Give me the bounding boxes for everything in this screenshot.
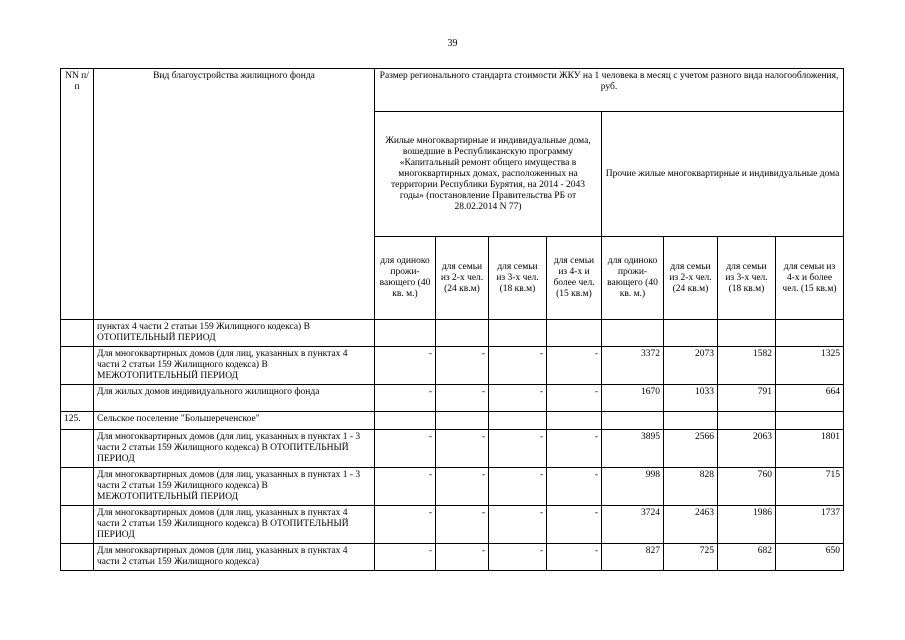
- row-description: пунктах 4 части 2 статьи 159 Жилищного кодекса) В ОТОПИТЕЛЬНЫЙ ПЕРИОД: [94, 320, 375, 347]
- row-value: [489, 412, 547, 430]
- row-value: -: [375, 468, 436, 506]
- row-value: [602, 320, 664, 347]
- row-value: -: [375, 544, 436, 571]
- row-value: [776, 320, 844, 347]
- row-number: [61, 544, 94, 571]
- row-value: -: [547, 506, 602, 544]
- header-nn: NN п/п: [61, 69, 94, 320]
- table-row: [61, 430, 844, 468]
- header-type: Вид благоустройства жилищного фонда: [94, 69, 375, 320]
- row-value: -: [436, 544, 489, 571]
- row-value: [602, 412, 664, 430]
- row-description: Для многоквартирных домов (для лиц, указанных в пунктах 4 части 2 статьи 159 Жилищного кодекса) В ОТОПИТЕЛЬНЫЙ ПЕРИОД: [94, 506, 375, 544]
- row-value: [489, 320, 547, 347]
- row-value: -: [489, 506, 547, 544]
- table-row: [61, 468, 844, 506]
- row-value: 828: [664, 468, 718, 506]
- row-number: [61, 385, 94, 412]
- row-description: Для многоквартирных домов (для лиц, указанных в пунктах 4 части 2 статьи 159 Жилищного кодекса): [94, 544, 375, 571]
- row-value: 2566: [664, 430, 718, 468]
- row-value: 650: [776, 544, 844, 571]
- row-value: 2063: [718, 430, 776, 468]
- header-sub: для семьи из 4-х и более чел. (15 кв.м): [547, 237, 602, 320]
- row-value: -: [436, 430, 489, 468]
- row-value: 1325: [776, 347, 844, 385]
- row-value: 791: [718, 385, 776, 412]
- row-value: 760: [718, 468, 776, 506]
- row-value: [718, 412, 776, 430]
- row-number: [61, 506, 94, 544]
- row-value: 1801: [776, 430, 844, 468]
- table-row: [61, 544, 844, 571]
- row-value: -: [547, 430, 602, 468]
- row-value: [718, 320, 776, 347]
- row-value: -: [547, 544, 602, 571]
- header-sub: для одиноко прожи-вающего (40 кв. м.): [602, 237, 664, 320]
- row-value: -: [436, 506, 489, 544]
- table-body: [61, 320, 844, 571]
- table-row: [61, 347, 844, 385]
- header-sub: для семьи из 3-х чел. (18 кв.м): [489, 237, 547, 320]
- row-value: -: [375, 385, 436, 412]
- row-value: [375, 412, 436, 430]
- table-row: [61, 320, 844, 347]
- header-sub: для одиноко прожи-вающего (40 кв. м.): [375, 237, 436, 320]
- row-number: [61, 468, 94, 506]
- row-value: -: [375, 347, 436, 385]
- row-value: 682: [718, 544, 776, 571]
- row-value: -: [436, 347, 489, 385]
- row-description: Для жилых домов индивидуального жилищного фонда: [94, 385, 375, 412]
- row-number: [61, 320, 94, 347]
- row-value: [776, 412, 844, 430]
- row-description: Сельское поселение "Большереченское": [94, 412, 375, 430]
- row-value: 715: [776, 468, 844, 506]
- table-row: [61, 412, 844, 430]
- header-sub: для семьи из 4-х и более чел. (15 кв.м): [776, 237, 844, 320]
- row-value: [436, 320, 489, 347]
- row-value: 664: [776, 385, 844, 412]
- page-number: 39: [447, 38, 458, 49]
- row-value: -: [436, 385, 489, 412]
- row-value: [436, 412, 489, 430]
- header-sub: для семьи из 2-х чел. (24 кв.м): [436, 237, 489, 320]
- row-number: 125.: [61, 412, 94, 430]
- header-size: Размер регионального стандарта стоимости ЖКУ на 1 человека в месяц с учетом разного вида налогообложения, руб.: [375, 69, 844, 112]
- row-value: 1737: [776, 506, 844, 544]
- row-value: 1582: [718, 347, 776, 385]
- row-value: 3724: [602, 506, 664, 544]
- row-value: [375, 320, 436, 347]
- table-row: [61, 506, 844, 544]
- row-value: -: [375, 430, 436, 468]
- row-value: 725: [664, 544, 718, 571]
- row-value: 2463: [664, 506, 718, 544]
- rates-table: [60, 68, 844, 571]
- header-group-capital-repair: Жилые многоквартирные и индивидуальные дома, вошедшие в Республиканскую программу «Капитальный ремонт общего имущества в многоквартирных домах, расположенных на территории Республики Бурятия, на 2014 - 2043 годы» (постановление Правительства РБ от 28.02.2014 N 77): [375, 112, 602, 237]
- row-value: -: [547, 347, 602, 385]
- row-value: 998: [602, 468, 664, 506]
- table-row: [61, 385, 844, 412]
- row-value: [547, 320, 602, 347]
- row-value: -: [436, 468, 489, 506]
- header-sub: для семьи из 2-х чел. (24 кв.м): [664, 237, 718, 320]
- row-value: -: [547, 385, 602, 412]
- row-value: 2073: [664, 347, 718, 385]
- row-value: -: [489, 468, 547, 506]
- row-value: 1670: [602, 385, 664, 412]
- row-description: Для многоквартирных домов (для лиц, указанных в пунктах 1 - 3 части 2 статьи 159 Жилищного кодекса) В МЕЖОТОПИТЕЛЬНЫЙ ПЕРИОД: [94, 468, 375, 506]
- row-value: [547, 412, 602, 430]
- row-value: [664, 320, 718, 347]
- row-value: [664, 412, 718, 430]
- header-group-other: Прочие жилые многоквартирные и индивидуальные дома: [602, 112, 844, 237]
- row-value: -: [547, 468, 602, 506]
- row-description: Для многоквартирных домов (для лиц, указанных в пунктах 4 части 2 статьи 159 Жилищного кодекса) В МЕЖОТОПИТЕЛЬНЫЙ ПЕРИОД: [94, 347, 375, 385]
- row-value: -: [489, 430, 547, 468]
- row-value: -: [375, 506, 436, 544]
- row-value: 1033: [664, 385, 718, 412]
- row-value: -: [489, 347, 547, 385]
- row-value: 3895: [602, 430, 664, 468]
- row-value: -: [489, 544, 547, 571]
- row-value: 827: [602, 544, 664, 571]
- row-number: [61, 347, 94, 385]
- row-number: [61, 430, 94, 468]
- row-value: -: [489, 385, 547, 412]
- row-value: 1986: [718, 506, 776, 544]
- header-sub: для семьи из 3-х чел. (18 кв.м): [718, 237, 776, 320]
- row-value: 3372: [602, 347, 664, 385]
- row-description: Для многоквартирных домов (для лиц, указанных в пунктах 1 - 3 части 2 статьи 159 Жилищного кодекса) В ОТОПИТЕЛЬНЫЙ ПЕРИОД: [94, 430, 375, 468]
